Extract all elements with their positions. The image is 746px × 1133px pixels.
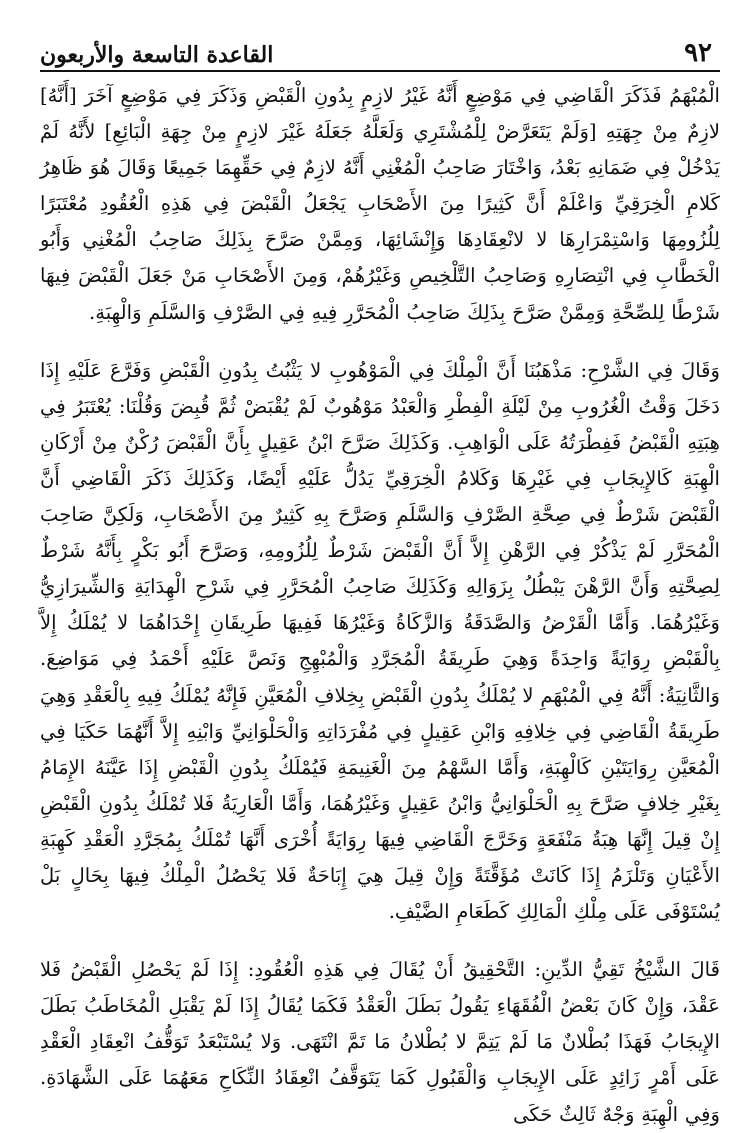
paragraph-3: قَالَ الشَّيْخُ تَقِيُّ الدِّينِ: التَّحْقِيقُ أَنْ يُقَالَ فِي هَذِهِ الْعُقُودِ: إِذَا لَمْ يَحْصُلِ الْقَبْضُ فَلا عَقْدَ، وَإِنْ كَانَ بَعْضُ الْفُقَهَاءِ يَقُولُ بَطَلَ الْعَقْدُ فَكَمَا يُقَالُ إِذَا لَمْ يَقْبَلِ الْمُخَاطَبُ بَطَلَ الإِيجَابُ فَهَذَا بُطْلانٌ مَا لَمْ يَتِمَّ لا بُطْلانُ مَا تَمَّ انْتَهَى. وَلا يُسْتَبْعَدُ تَوَقُّفُ انْعِقَادِ الْعَقْدِ عَلَى أَمْرٍ زَائِدٍ عَلَى الإِيجَابِ وَالْقَبُولِ كَمَا يَتَوَقَّفُ انْعِقَادُ النِّكَاحِ مَعَهُمَا عَلَى الشَّهَادَةِ. وَفِي الْهِبَةِ وَجْهٌ ثَالِثٌ حَكَى xyxy=(40,958,720,1126)
paragraph-1: الْمُبْهَمُ فَذَكَرَ الْقَاضِي فِي مَوْضِعٍ أَنَّهُ غَيْرُ لازِمٍ بِدُونِ الْقَبْضِ وَذَكَرَ فِي مَوْضِعٍ آخَرَ [أَنَّهُ] لازِمٌ مِنْ جِهَتِهِ [وَلَمْ يَتَعَرَّضْ لِلْمُشْتَرِي وَلَعَلَّهُ جَعَلَهُ غَيْرَ لازِمٍ مِنْ جِهَةِ الْبَائِعِ] لأَنَّهُ لَمْ يَدْخُلْ فِي ضَمَانِهِ بَعْدُ، وَاخْتَارَ صَاحِبُ الْمُغْنِي أَنَّهُ لازِمٌ فِي حَقِّهِمَا جَمِيعًا وَقَالَ هُوَ ظَاهِرُ كَلامِ الْخِرَقِيِّ وَاعْلَمْ أَنَّ كَثِيرًا مِنَ الأَصْحَابِ يَجْعَلُ الْقَبْضَ فِي هَذِهِ الْعُقُودِ مُعْتَبَرًا لِلُزُومِهَا وَاسْتِمْرَارِهَا لا لانْعِقَادِهَا وَإِنْشَائِهَا، وَمِمَّنْ صَرَّحَ بِذَلِكَ صَاحِبُ الْمُغْنِي وَأَبُو الْخَطَّابِ فِي انْتِصَارِهِ وَصَاحِبُ التَّلْخِيصِ وَغَيْرُهُمْ، وَمِنَ الأَصْحَابِ مَنْ جَعَلَ الْقَبْضَ فِيهَا شَرْطًا لِلصِّحَّةِ وَمِمَّنْ صَرَّحَ بِذَلِكَ صَاحِبُ الْمُحَرَّرِ فِيهِ فِي الصَّرْفِ وَالسَّلَمِ وَالْهِبَةِ. xyxy=(40,84,720,324)
running-title: القاعدة التاسعة والأربعون xyxy=(40,42,274,68)
page-number: ٩٢ xyxy=(684,38,712,68)
paragraph-2: وَقَالَ فِي الشَّرْحِ: مَذْهَبُنَا أَنَّ الْمِلْكَ فِي الْمَوْهُوبِ لا يَثْبُتُ بِدُونِ الْقَبْضِ وَفَرَّعَ عَلَيْهِ إِذَا دَخَلَ وَقْتُ الْغُرُوبِ مِنْ لَيْلَةِ الْفِطْرِ وَالْعَبْدُ مَوْهُوبٌ لَمْ يُقْبَضْ ثُمَّ قُبِضَ وَقُلْنَا: يُعْتَبَرُ فِي هِبَتِهِ الْقَبْضُ فَفِطْرَتُهُ عَلَى الْوَاهِبِ. وَكَذَلِكَ صَرَّحَ ابْنُ عَقِيلٍ بِأَنَّ الْقَبْضَ رُكْنٌ مِنْ أَرْكَانِ الْهِبَةِ كَالإِيجَابِ فِي غَيْرِهَا وَكَلامُ الْخِرَقِيِّ يَدُلُّ عَلَيْهِ أَيْضًا، وَكَذَلِكَ ذَكَرَ الْقَاضِي أَنَّ الْقَبْضَ شَرْطٌ فِي صِحَّةِ الصَّرْفِ وَالسَّلَمِ وَصَرَّحَ بِهِ كَثِيرٌ مِنَ الأَصْحَابِ، وَلَكِنَّ صَاحِبَ الْمُحَرَّرِ لَمْ يَذْكُرْ فِي الرَّهْنِ إِلاَّ أَنَّ الْقَبْضَ شَرْطٌ لِلُزُومِهِ، وَصَرَّحَ أَبُو بَكْرٍ بِأَنَّهُ شَرْطٌ لِصِحَّتِهِ وَأَنَّ الرَّهْنَ يَبْطُلُ بِزَوَالِهِ وَكَذَلِكَ صَاحِبُ الْمُحَرَّرِ فِي شَرْحِ الْهِدَايَةِ وَالشِّيرَازِيُّ وَغَيْرُهُمَا. وَأَمَّا الْقَرْضُ وَالصَّدَقَةُ وَالزَّكَاةُ وَغَيْرُهَا فَفِيهَا طَرِيقَانِ إِحْدَاهُمَا لا يُمْلَكُ إِلاَّ بِالْقَبْضِ رِوَايَةً وَاحِدَةً وَهِيَ طَرِيقَةُ الْمُجَرَّدِ وَالْمُبْهِجِ وَنَصَّ عَلَيْهِ أَحْمَدُ فِي مَوَاضِعَ. وَالثَّانِيَةُ: أَنَّهُ فِي الْمُبْهَمِ لا يُمْلَكُ بِدُونِ الْقَبْضِ بِخِلافِ الْمُعَيَّنِ فَإِنَّهُ يُمْلَكُ فِيهِ بِالْعَقْدِ وَهِيَ طَرِيقَةُ الْقَاضِي فِي خِلافِهِ وَابْنِ عَقِيلٍ فِي مُفْرَدَاتِهِ وَالْحَلْوَانِيِّ وَابْنِهِ إِلاَّ أَنَّهُمَا حَكَيَا فِي الْمُعَيَّنِ رِوَايَتَيْنِ كَالْهِبَةِ، وَأَمَّا السَّهْمُ مِنَ الْغَنِيمَةِ فَيُمْلَكُ بِدُونِ الْقَبْضِ إِذَا عَيَّنَهُ الإِمَامُ بِغَيْرِ خِلافٍ صَرَّحَ بِهِ الْحَلْوَانِيُّ وَابْنُ عَقِيلٍ وَغَيْرُهُمَا، وَأَمَّا الْعَارِيَةُ فَلا تُمْلَكُ بِدُونِ الْقَبْضِ إِنْ قِيلَ إِنَّهَا هِبَةُ مَنْفَعَةٍ وَخَرَّجَ الْقَاضِي فِيهَا رِوَايَةً أُخْرَى أَنَّهَا تُمْلَكُ بِمُجَرَّدِ الْعَقْدِ كَهِبَةِ الأَعْيَانِ وَتَلْزَمُ إِذَا كَانَتْ مُؤَقَّتَةً وَإِنْ قِيلَ هِيَ إِبَاحَةٌ فَلا يَحْصُلُ الْمِلْكُ فِيهَا بِحَالٍ بَلْ يُسْتَوْفَى عَلَى مِلْكِ الْمَالِكِ كَطَعَامِ الضَّيْفِ. xyxy=(40,358,720,924)
page-header xyxy=(40,32,720,72)
body-text xyxy=(40,78,720,1133)
book-page xyxy=(40,32,720,1133)
